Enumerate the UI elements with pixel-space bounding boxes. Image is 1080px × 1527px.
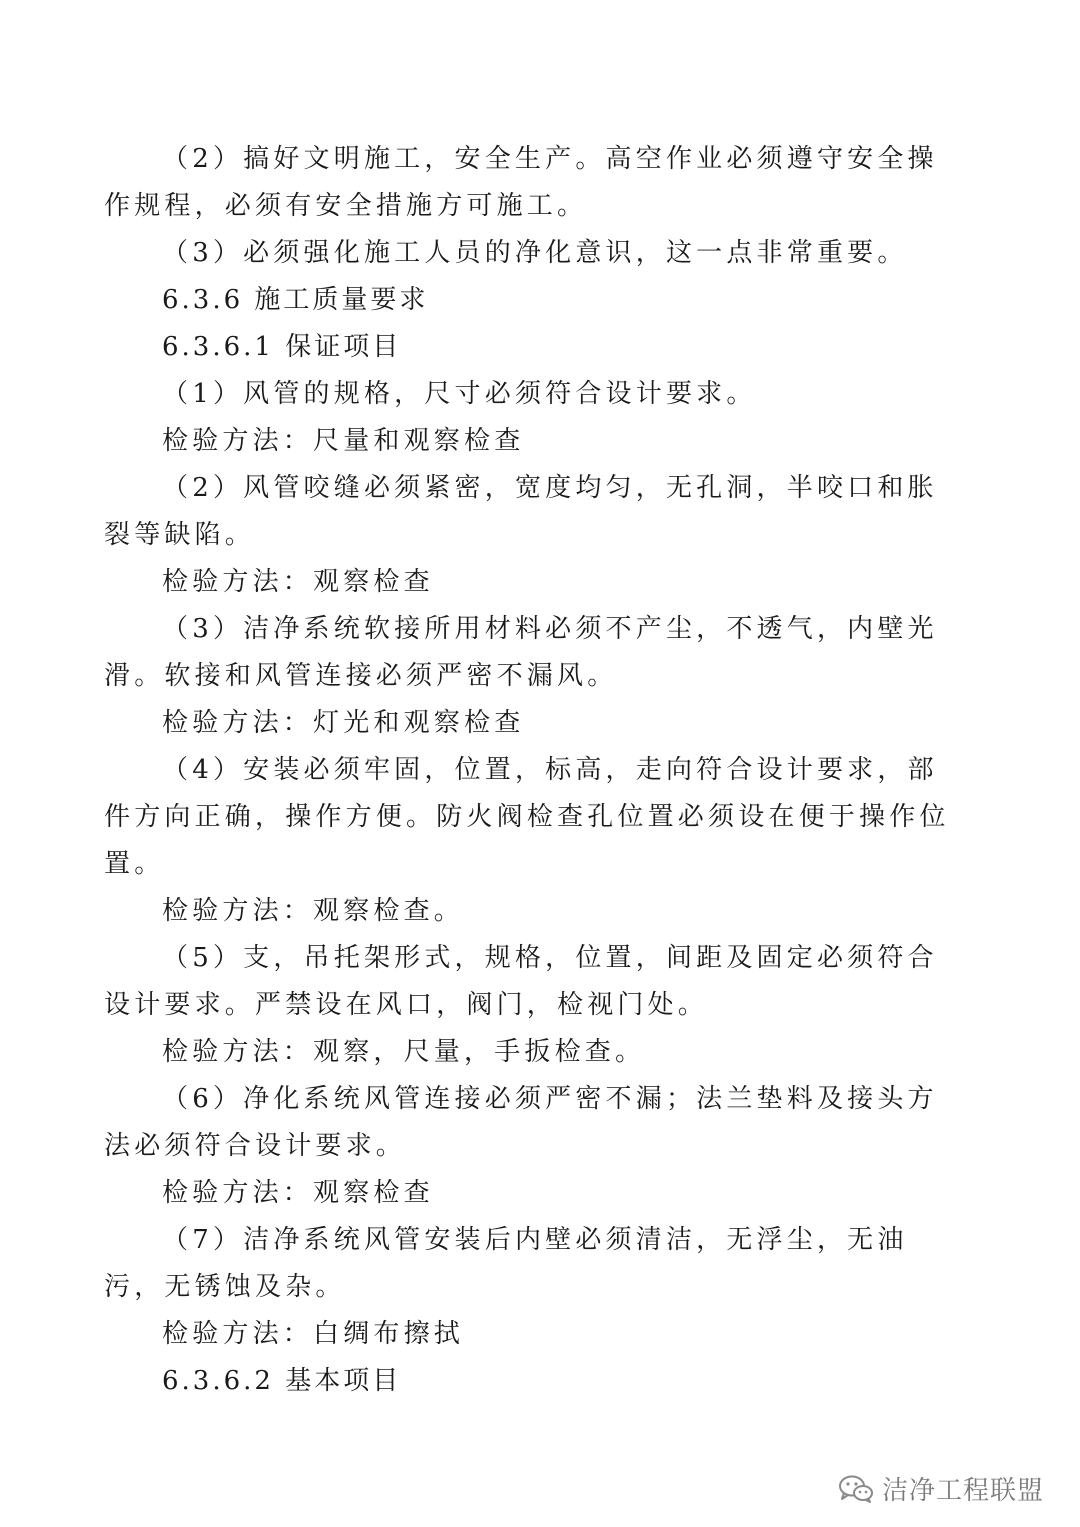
- paragraph: （6）净化系统风管连接必须严密不漏；法兰垫料及接头方法必须符合设计要求。: [104, 1084, 938, 1161]
- paragraph: （3）必须强化施工人员的净化意识，这一点非常重要。: [162, 238, 908, 268]
- inspection-method: 检验方法：观察检查: [162, 1178, 434, 1208]
- paragraph: （5）支，吊托架形式，规格，位置，间距及固定必须符合设计要求。严禁设在风口，阀门，检视门处。: [104, 943, 938, 1020]
- paragraph: （7）洁净系统风管安装后内壁必须清洁，无浮尘，无油污，无锈蚀及杂。: [104, 1225, 908, 1302]
- section-heading: 6.3.6 施工质量要求: [162, 285, 429, 315]
- inspection-method: 检验方法：尺量和观察检查: [162, 426, 525, 456]
- paragraph: （1）风管的规格，尺寸必须符合设计要求。: [162, 379, 757, 409]
- document-body: [104, 136, 956, 1405]
- inspection-method: 检验方法：观察，尺量，手扳检查。: [162, 1037, 646, 1067]
- subsection-heading: 6.3.6.2 基本项目: [162, 1366, 402, 1396]
- watermark-label: 洁净工程联盟: [881, 1476, 1044, 1506]
- inspection-method: 检验方法：观察检查: [162, 567, 434, 597]
- subsection-heading: 6.3.6.1 保证项目: [162, 332, 402, 362]
- watermark: [838, 1470, 1044, 1507]
- wechat-icon: [838, 1474, 874, 1504]
- inspection-method: 检验方法：白绸布擦拭: [162, 1319, 465, 1349]
- paragraph: （2）风管咬缝必须紧密，宽度均匀，无孔洞，半咬口和胀裂等缺陷。: [104, 473, 938, 550]
- inspection-method: 检验方法：观察检查。: [162, 896, 465, 926]
- paragraph: （2）搞好文明施工，安全生产。高空作业必须遵守安全操作规程，必须有安全措施方可施工。: [104, 144, 938, 221]
- paragraph: （3）洁净系统软接所用材料必须不产尘，不透气，内壁光滑。软接和风管连接必须严密不漏风。: [104, 614, 938, 691]
- paragraph: （4）安装必须牢固，位置，标高，走向符合设计要求，部件方向正确，操作方便。防火阀检查孔位置必须设在便于操作位置。: [104, 755, 950, 879]
- inspection-method: 检验方法：灯光和观察检查: [162, 708, 525, 738]
